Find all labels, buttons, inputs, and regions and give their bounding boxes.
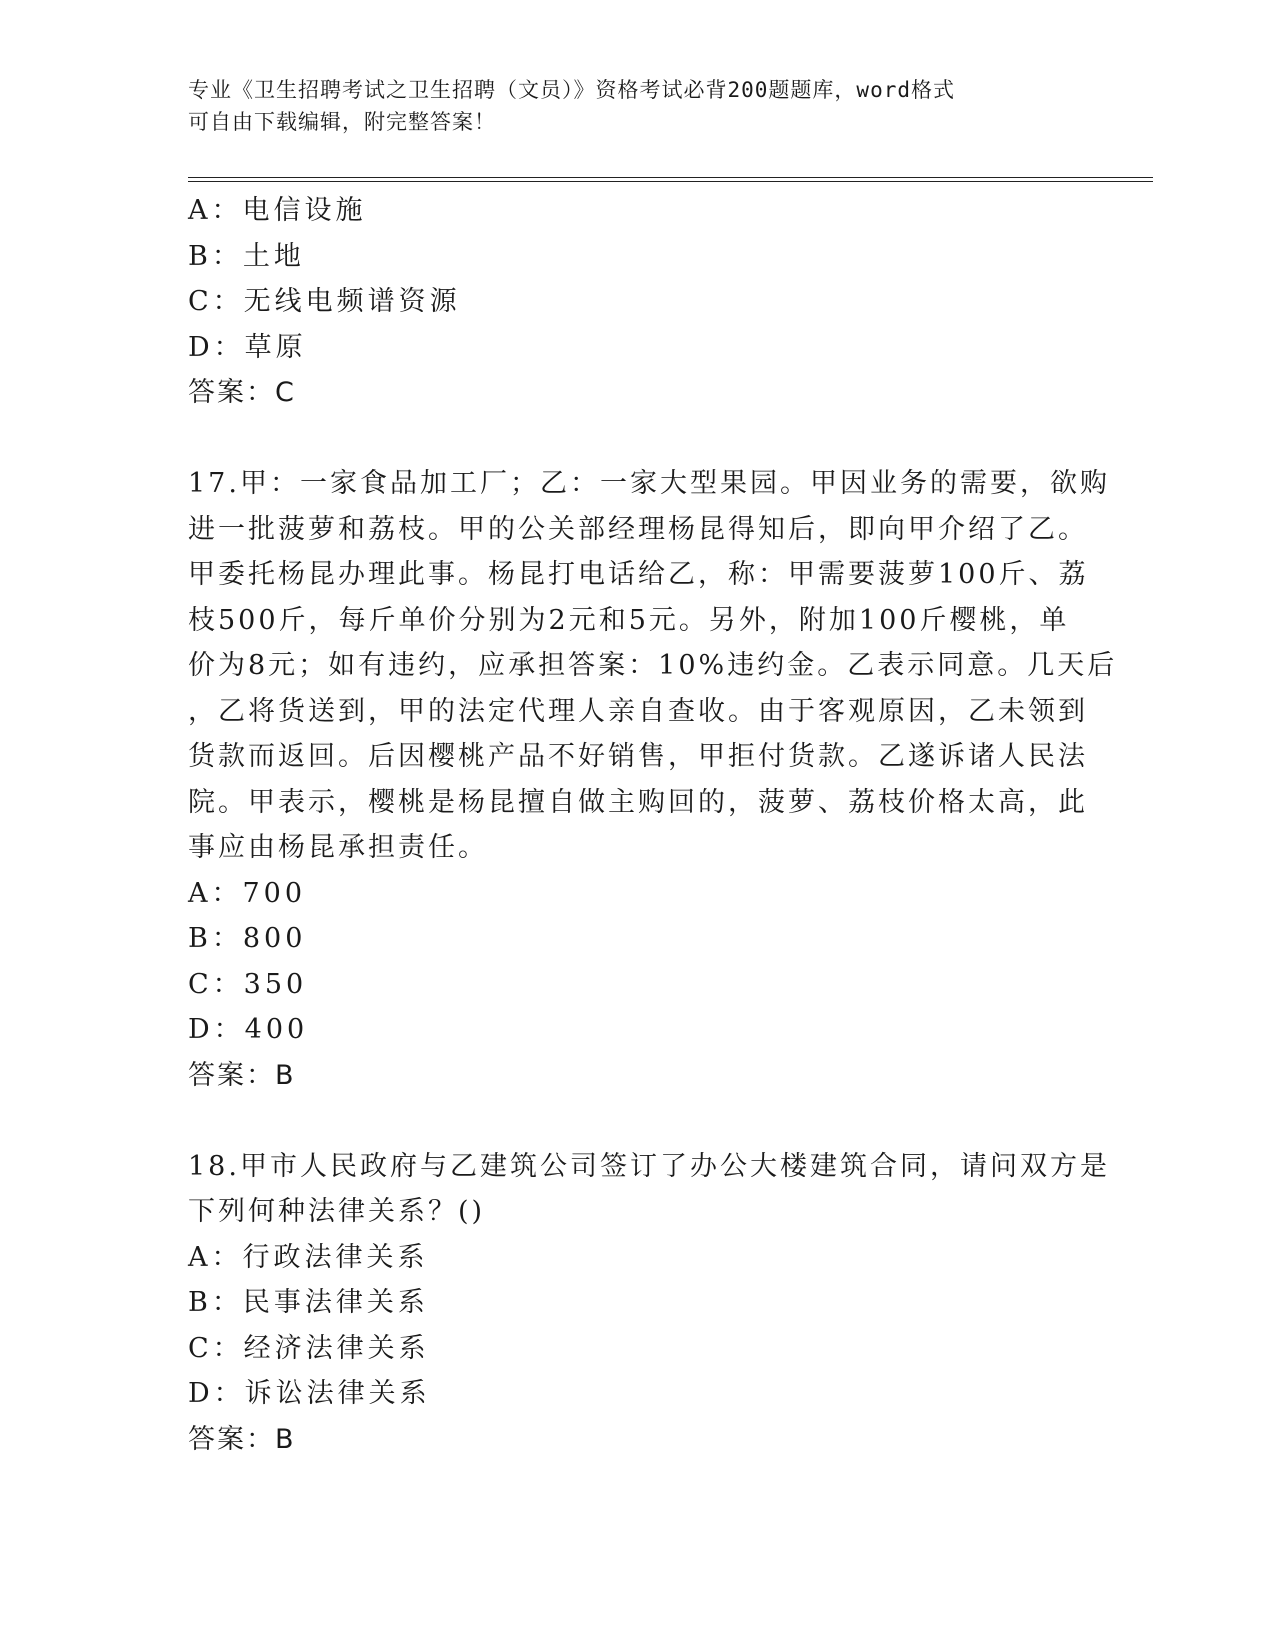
option-a: A：行政法律关系 [188, 1241, 429, 1273]
option-d: D：诉讼法律关系 [188, 1378, 431, 1409]
document-header [188, 74, 1068, 138]
question-text-line: 17.甲：一家食品加工厂；乙：一家大型果园。甲因业务的需要，欲购 [188, 468, 1110, 499]
option-a: A：电信设施 [188, 195, 367, 226]
question-17 [188, 461, 1118, 1098]
question-text-line: 枝500斤，每斤单价分别为2元和5元。另外，附加100斤樱桃，单 [188, 604, 1070, 636]
question-text-line: 下列何种法律关系？() [188, 1196, 486, 1227]
header-divider-top [188, 177, 1153, 178]
question-text-line: 18.甲市人民政府与乙建筑公司签订了办公大楼建筑合同，请问双方是 [188, 1150, 1110, 1182]
header-line-1: 专业《卫生招聘考试之卫生招聘（文员）》资格考试必背200题题库，word格式 [188, 78, 955, 102]
question-text-line: 进一批菠萝和荔枝。甲的公关部经理杨昆得知后，即向甲介绍了乙。 [188, 513, 1088, 545]
question-16 [188, 188, 1088, 416]
option-c: C：350 [188, 968, 308, 1000]
answer: 答案：C [188, 377, 296, 408]
question-content [188, 188, 1118, 1462]
question-text-line: 货款而返回。后因樱桃产品不好销售，甲拒付货款。乙遂诉诸人民法 [188, 741, 1088, 772]
option-c: C：经济法律关系 [188, 1332, 430, 1364]
option-b: B：民事法律关系 [188, 1287, 429, 1318]
question-text-line: 甲委托杨昆办理此事。杨昆打电话给乙，称：甲需要菠萝100斤、荔 [188, 559, 1089, 590]
option-a: A：700 [188, 877, 307, 909]
option-d: D：400 [188, 1014, 309, 1045]
header-line-2: 可自由下载编辑，附完整答案！ [188, 110, 496, 134]
header-divider-bottom [188, 181, 1153, 182]
question-18 [188, 1144, 1110, 1463]
option-c: C：无线电频谱资源 [188, 286, 461, 317]
option-b: B：800 [188, 923, 307, 954]
question-text-line: 院。甲表示，樱桃是杨昆擅自做主购回的，菠萝、荔枝价格太高，此 [188, 786, 1088, 818]
answer: 答案：B [188, 1423, 296, 1455]
question-text-line: 价为8元；如有违约，应承担答案：10%违约金。乙表示同意。几天后 [188, 650, 1118, 681]
option-b: B：土地 [188, 240, 305, 272]
answer: 答案：B [188, 1059, 296, 1091]
option-d: D：草原 [188, 331, 307, 363]
question-text-line: 事应由杨昆承担责任。 [188, 832, 488, 863]
question-text-line: ，乙将货送到，甲的法定代理人亲自查收。由于客观原因，乙未领到 [188, 695, 1088, 727]
